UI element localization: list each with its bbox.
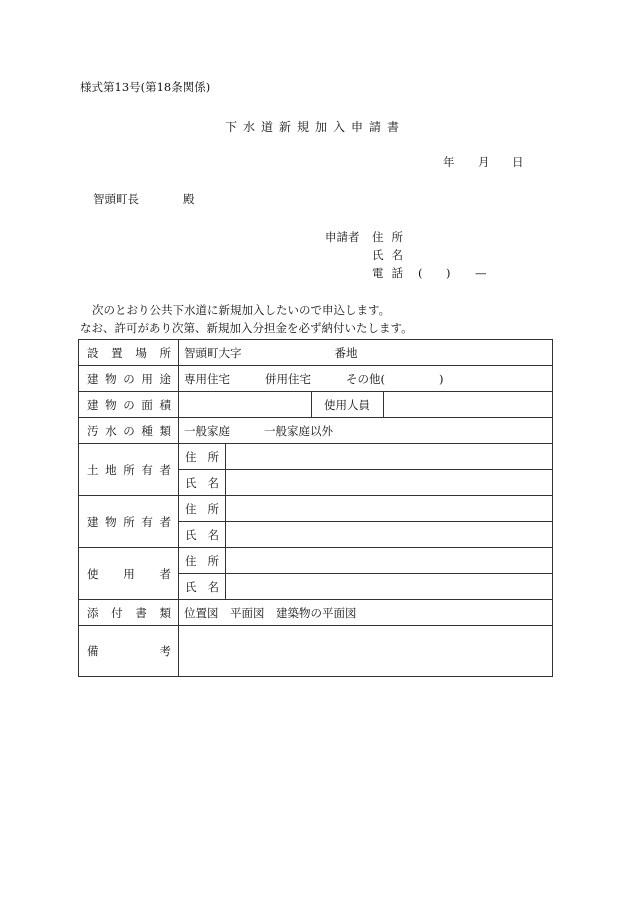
label-char: 物	[105, 397, 117, 412]
applicant-phone-label: 電話	[372, 266, 411, 280]
applicant-address-label: 住所	[372, 230, 411, 244]
label-char: 土	[87, 462, 99, 477]
sewage-label	[79, 423, 178, 439]
row-land-owner-address	[79, 444, 553, 470]
label-char: 備	[87, 644, 99, 658]
usage-label-cell	[79, 366, 179, 392]
building-owner-name-label	[179, 527, 225, 543]
row-location	[79, 340, 553, 366]
area-field[interactable]	[179, 392, 312, 418]
land-owner-name-label	[179, 475, 225, 491]
label-char: 場	[135, 345, 147, 360]
label-char: 建	[87, 371, 99, 386]
label-char: 積	[159, 397, 171, 412]
remarks-label-cell	[79, 626, 179, 677]
label-char: 住	[185, 449, 197, 464]
label-char: 物	[105, 371, 117, 386]
label-char: 設	[87, 345, 99, 360]
attachments-label	[79, 605, 178, 621]
location-label	[79, 345, 178, 361]
row-remarks	[79, 626, 553, 677]
sewage-option-household[interactable]: 一般家庭	[184, 423, 230, 438]
label-char: 物	[105, 514, 117, 529]
remarks-field[interactable]	[179, 626, 553, 677]
land-owner-address-label	[179, 449, 225, 465]
usage-option-exclusive[interactable]: 専用住宅	[184, 371, 230, 386]
label-char: 所	[207, 501, 219, 516]
land-owner-address-field[interactable]	[226, 444, 553, 470]
user-address-label-cell	[179, 548, 226, 574]
location-label-cell	[79, 340, 179, 366]
land-owner-name-label-cell	[179, 470, 226, 496]
label-char: の	[123, 397, 135, 412]
usage-label	[79, 371, 178, 387]
user-name-label	[179, 579, 225, 595]
label-char: 所	[207, 553, 219, 568]
users-field[interactable]	[384, 392, 553, 418]
user-address-field[interactable]	[226, 548, 553, 574]
attachments-value: 位置図 平面図 建築物の平面図	[179, 600, 553, 626]
label-char: 汚	[87, 423, 99, 438]
label-char: 添	[87, 605, 99, 620]
building-owner-address-label-cell	[179, 496, 226, 522]
date-year-label: 年	[443, 155, 455, 169]
area-label-cell	[79, 392, 179, 418]
applicant-label: 申請者	[325, 230, 360, 244]
label-char: 地	[105, 462, 117, 477]
label-char: 用	[123, 566, 135, 581]
label-char: 住	[185, 553, 197, 568]
label-char: 建	[87, 514, 99, 529]
addressee: 智頭町長	[93, 192, 139, 206]
row-usage	[79, 366, 553, 392]
label-char: 種	[141, 423, 153, 438]
label-char: 水	[105, 423, 117, 438]
building-owner-address-label	[179, 501, 225, 517]
user-address-label	[179, 553, 225, 569]
label-char: 所	[123, 462, 135, 477]
label-char: 考	[159, 644, 171, 658]
label-char: 有	[141, 462, 153, 477]
label-char: 名	[207, 527, 219, 542]
usage-field[interactable]	[179, 366, 553, 392]
attachments-label-cell	[79, 600, 179, 626]
location-suffix: 番地	[334, 345, 358, 360]
user-label	[79, 566, 178, 582]
intro-line-2: なお、許可があり次第、新規加入分担金を必ず納付いたします。	[80, 321, 413, 335]
land-owner-address-label-cell	[179, 444, 226, 470]
label-char: の	[123, 423, 135, 438]
applicant-name-label: 氏名	[372, 248, 411, 262]
date-month-label: 月	[478, 155, 490, 169]
sewage-label-cell	[79, 418, 179, 444]
label-char: 氏	[185, 475, 197, 490]
label-char: の	[123, 371, 135, 386]
area-label	[79, 397, 178, 413]
label-char: 名	[207, 579, 219, 594]
usage-option-combined[interactable]: 併用住宅	[265, 371, 311, 386]
phone-open-paren: (	[418, 266, 423, 280]
land-owner-name-field[interactable]	[226, 470, 553, 496]
document-title: 下水道新規加入申請書	[224, 120, 405, 134]
label-char: 途	[159, 371, 171, 386]
building-owner-name-field[interactable]	[226, 522, 553, 548]
label-char: 類	[159, 605, 171, 620]
sewage-option-non-household[interactable]: 一般家庭以外	[264, 423, 333, 438]
label-char: 面	[141, 397, 153, 412]
label-char: 所	[123, 514, 135, 529]
label-char: 氏	[185, 579, 197, 594]
building-owner-name-label-cell	[179, 522, 226, 548]
label-char: 氏	[185, 527, 197, 542]
label-char: 者	[159, 566, 171, 581]
land-owner-label	[79, 462, 178, 478]
label-char: 住	[185, 501, 197, 516]
users-label: 使用人員	[312, 392, 384, 418]
label-char: 所	[159, 345, 171, 360]
date-day-label: 日	[512, 155, 524, 169]
label-char: 者	[159, 462, 171, 477]
location-prefix: 智頭町大字	[184, 345, 242, 360]
remarks-label	[79, 643, 178, 659]
label-char: 類	[159, 423, 171, 438]
label-char: 書	[135, 605, 147, 620]
user-name-field[interactable]	[226, 574, 553, 600]
label-char: 建	[87, 397, 99, 412]
label-char: 使	[87, 566, 99, 581]
land-owner-label-cell	[79, 444, 179, 496]
row-sewage	[79, 418, 553, 444]
label-char: 用	[141, 371, 153, 386]
intro-line-1: 次のとおり公共下水道に新規加入したいので申込します。	[92, 303, 391, 317]
form-number: 様式第13号(第18条関係)	[80, 80, 211, 94]
label-char: 付	[111, 605, 123, 620]
row-user-address	[79, 548, 553, 574]
phone-close-paren: )	[446, 266, 451, 280]
row-area	[79, 392, 553, 418]
usage-other-close: )	[439, 371, 444, 386]
usage-option-other[interactable]: その他(	[346, 371, 385, 386]
building-owner-label	[79, 514, 178, 530]
application-table	[78, 339, 553, 677]
label-char: 名	[207, 475, 219, 490]
sewage-field[interactable]	[179, 418, 553, 444]
location-field[interactable]	[179, 340, 553, 366]
row-building-owner-address	[79, 496, 553, 522]
honorific: 殿	[183, 192, 195, 206]
label-char: 置	[111, 345, 123, 360]
building-owner-label-cell	[79, 496, 179, 548]
row-attachments	[79, 600, 553, 626]
user-label-cell	[79, 548, 179, 600]
phone-dash: —	[475, 266, 487, 280]
building-owner-address-field[interactable]	[226, 496, 553, 522]
user-name-label-cell	[179, 574, 226, 600]
label-char: 者	[159, 514, 171, 529]
label-char: 所	[207, 449, 219, 464]
label-char: 有	[141, 514, 153, 529]
